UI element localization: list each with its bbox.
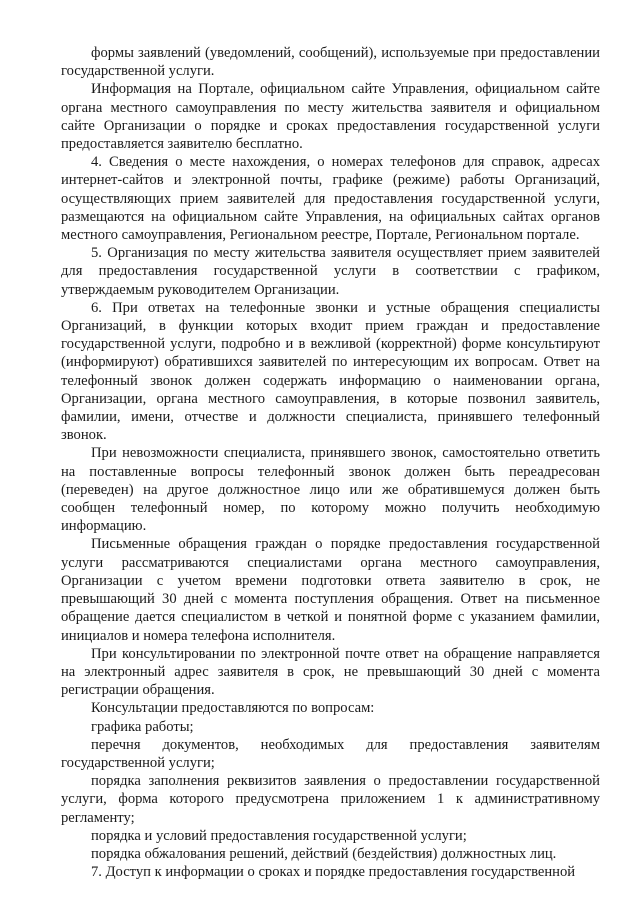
paragraph-call-redirect: При невозможности специалиста, принявшего звонок, самостоятельно ответить на поставленные вопросы телефонный звонок должен быть переадресован (переведен) на другое должностное лицо или же обратившемуся должен быть сообщен телефонный номер, по которому можно получить необходимую информацию. (61, 445, 600, 535)
list-item-form-filling: порядка заполнения реквизитов заявления о предоставлении государственной услуги, форма которого предусмотрена приложением 1 к административному регламенту; (61, 773, 600, 826)
paragraph-item-6: 6. При ответах на телефонные звонки и устные обращения специалисты Организаций, в функции которых входит прием граждан и предоставление государственной услуги, подробно и в вежливой (корректной) форме консультируют (информируют) обратившихся заявителей по интересующим их вопросам. Ответ на телефонный звонок должен содержать информацию о наименовании органа, Организации, органа местного самоуправления, в которые позвонил заявитель, фамилии, имени, отчестве и должности специалиста, принявшего телефонный звонок. (61, 299, 600, 444)
list-item-appeals: порядка обжалования решений, действий (бездействия) должностных лиц. (91, 845, 557, 862)
paragraph-forms-continued: формы заявлений (уведомлений, сообщений), используемые при предоставлении государственной услуги. (61, 45, 600, 80)
paragraph-item-7: 7. Доступ к информации о сроках и порядке предоставления государственной (91, 864, 576, 881)
list-item-work-schedule: графика работы; (91, 718, 194, 735)
list-item-conditions: порядка и условий предоставления государственной услуги; (91, 827, 467, 844)
paragraph-item-5: 5. Организация по месту жительства заявителя осуществляет прием заявителей для предоставления государственной услуги в соответствии с графиком, утверждаемым руководителем Организации. (61, 245, 600, 298)
paragraph-email-consulting: При консультировании по электронной почте ответ на обращение направляется на электронный адрес заявителя в срок, не превышающий 30 дней с момента регистрации обращения. (61, 645, 600, 699)
paragraph-item-4: 4. Сведения о месте нахождения, о номерах телефонов для справок, адресах интернет-сайтов и электронной почты, графике (режиме) работы Организаций, осуществляющих прием заявителей для предоставления государственной услуги, размещаются на официальном сайте Управления, на официальных сайтах органов местного самоуправления, Региональном реестре, Портале, Региональном портале. (61, 154, 600, 244)
list-item-documents: перечня документов, необходимых для предоставления заявителям государственной услуги; (61, 736, 600, 771)
paragraph-consultation-topics: Консультации предоставляются по вопросам: (91, 700, 375, 717)
paragraph-written-requests: Письменные обращения граждан о порядке предоставления государственной услуги рассматриваются специалистами органа местного самоуправления, Организации с учетом времени подготовки ответа заявителю в срок, не превышающий 30 дней с момента поступления обращения. Ответ на письменное обращение дается специалистом в четкой и понятной форме с указанием фамилии, инициалов и номера телефона исполнителя. (61, 536, 600, 644)
paragraph-information-free: Информация на Портале, официальном сайте Управления, официальном сайте органа местного самоуправления по месту жительства заявителя и официальном сайте Организации о порядке и сроках предоставления государственной услуги предоставляется заявителю бесплатно. (61, 81, 600, 153)
